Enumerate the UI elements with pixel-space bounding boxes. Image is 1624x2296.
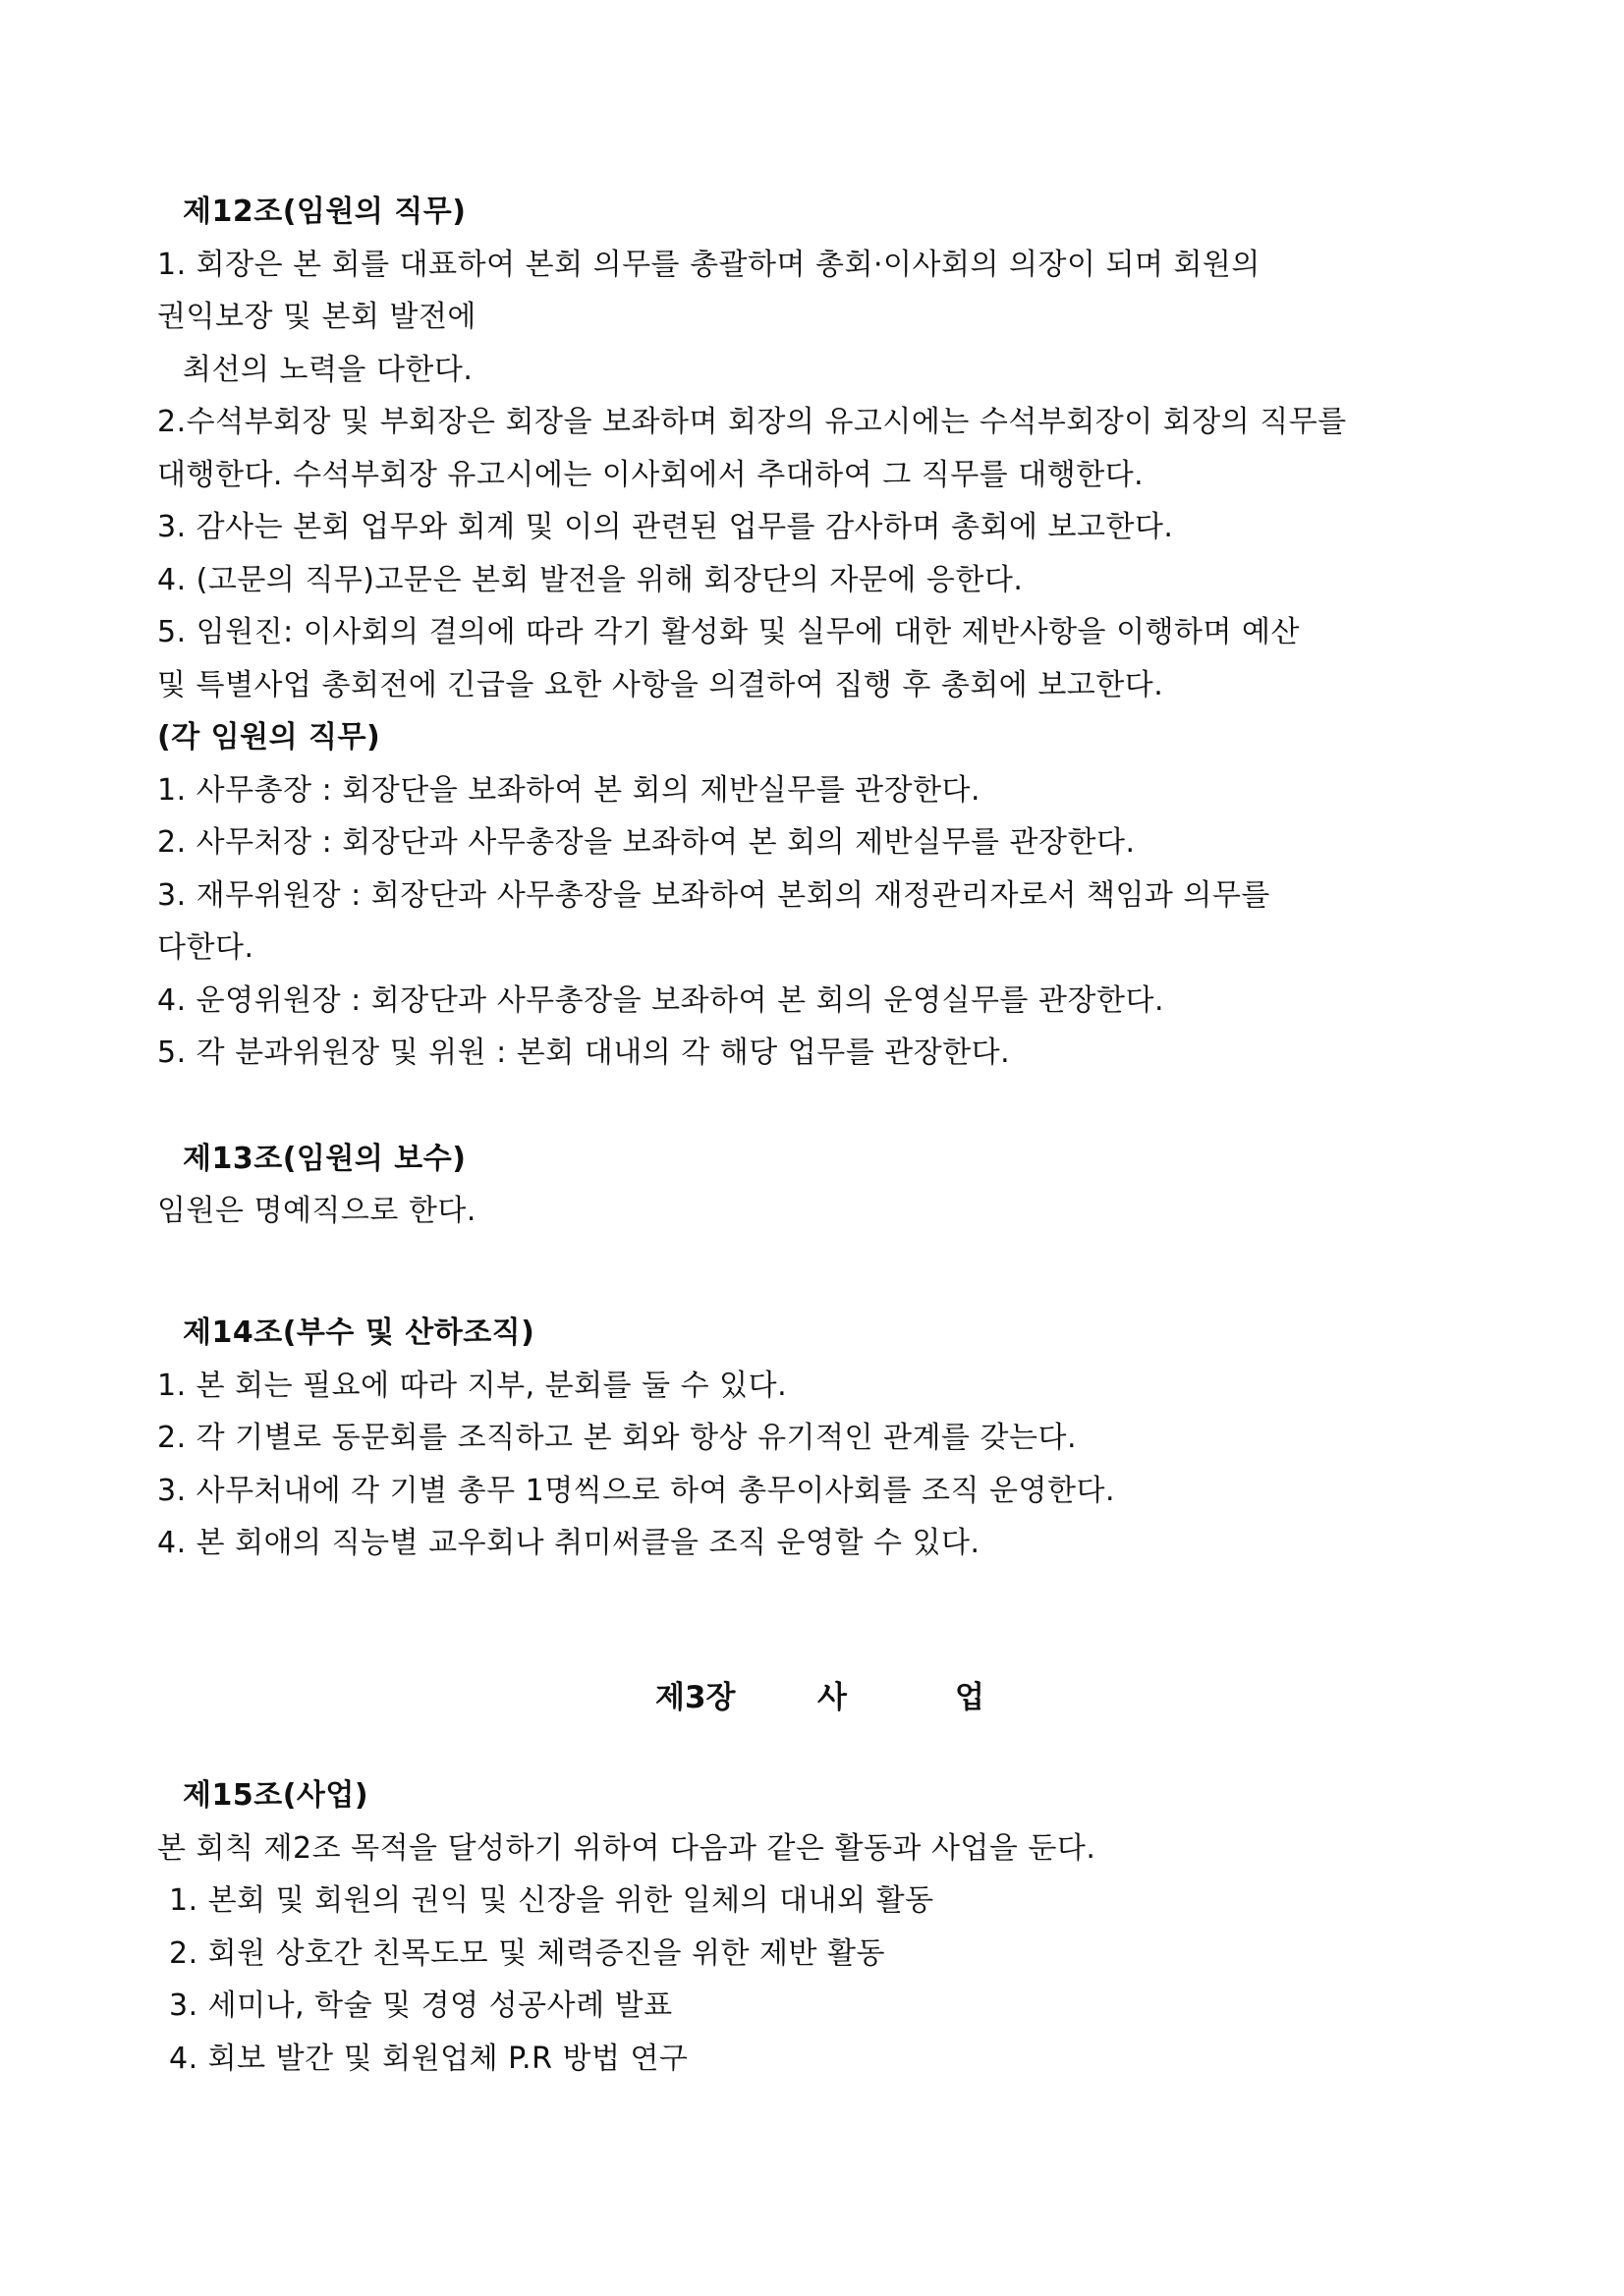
- article-14-line: 3. 사무처내에 각 기별 총무 1명씩으로 하여 총무이사회를 조직 운영한다.: [157, 1474, 1116, 1508]
- article-15-item: 1. 본회 및 회원의 권익 및 신장을 위한 일체의 대내외 활동: [169, 1883, 934, 1918]
- article-12-line: 5. 임원진: 이사회의 결의에 따라 각기 활성화 및 실무에 대한 제반사항을 이행하며 예산: [157, 615, 1300, 649]
- article-14-line: 1. 본 회는 필요에 따라 지부, 분회를 둘 수 있다.: [157, 1369, 788, 1403]
- article-12-line: 1. 회장은 본 회를 대표하여 본회 의무를 총괄하며 총회·이사회의 의장이 되며 회원의: [157, 248, 1260, 282]
- article-14-line: 4. 본 회애의 직능별 교우회나 취미써클을 조직 운영할 수 있다.: [157, 1526, 980, 1560]
- article-15-title: 제15조(사업): [183, 1778, 369, 1813]
- article-13-title: 제13조(임원의 보수): [183, 1142, 467, 1176]
- officer-duty-line: 2. 사무처장 : 회장단과 사무총장을 보좌하여 본 회의 제반실무를 관장한다.: [157, 825, 1136, 860]
- article-14-line: 2. 각 기별로 동문회를 조직하고 본 회와 항상 유기적인 관계를 갖는다.: [157, 1421, 1077, 1455]
- article-13-line: 임원은 명예직으로 한다.: [157, 1194, 476, 1228]
- article-14-title: 제14조(부수 및 산하조직): [183, 1316, 535, 1350]
- chapter-number: 제3장: [655, 1680, 736, 1715]
- chapter-title-char: 업: [955, 1680, 984, 1715]
- article-12-line: 권익보장 및 본회 발전에: [157, 300, 476, 334]
- article-15-line: 본 회칙 제2조 목적을 달성하기 위하여 다음과 같은 활동과 사업을 둔다.: [157, 1831, 1096, 1866]
- article-12-line: 2.수석부회장 및 부회장은 회장을 보좌하며 회장의 유고시에는 수석부회장이 회장의 직무를: [157, 405, 1347, 439]
- article-12-line: 대행한다. 수석부회장 유고시에는 이사회에서 추대하여 그 직무를 대행한다.: [157, 458, 1145, 492]
- officer-duties-subtitle: (각 임원의 직무): [157, 720, 381, 755]
- officer-duty-line: 3. 재무위원장 : 회장단과 사무총장을 보좌하여 본회의 재정관리자로서 책임과 의무를: [157, 878, 1270, 913]
- article-15-item: 4. 회보 발간 및 회원업체 P.R 방법 연구: [169, 2042, 689, 2076]
- officer-duty-line: 4. 운영위원장 : 회장단과 사무총장을 보좌하여 본 회의 운영실무를 관장한다.: [157, 983, 1164, 1018]
- officer-duty-line: 5. 각 분과위원장 및 위원 : 본회 대내의 각 해당 업무를 관장한다.: [157, 1036, 1011, 1070]
- article-12-line: 최선의 노력을 다한다.: [183, 353, 474, 387]
- officer-duty-line: 다한다.: [157, 930, 254, 965]
- officer-duty-line: 1. 사무총장 : 회장단을 보좌하여 본 회의 제반실무를 관장한다.: [157, 773, 981, 808]
- article-15-item: 3. 세미나, 학술 및 경영 성공사례 발표: [169, 1988, 673, 2023]
- article-12-line: 및 특별사업 총회전에 긴급을 요한 사항을 의결하여 집행 후 총회에 보고한다.: [157, 668, 1164, 702]
- article-12-line: 3. 감사는 본회 업무와 회계 및 이의 관련된 업무를 감사하며 총회에 보고한다.: [157, 510, 1174, 544]
- article-15-item: 2. 회원 상호간 친목도모 및 체력증진을 위한 제반 활동: [169, 1936, 885, 1971]
- article-12-line: 4. (고문의 직무)고문은 본회 발전을 위해 회장단의 자문에 응한다.: [157, 563, 1024, 597]
- chapter-title-char: 사: [817, 1680, 847, 1715]
- article-12-title: 제12조(임원의 직무): [183, 195, 467, 229]
